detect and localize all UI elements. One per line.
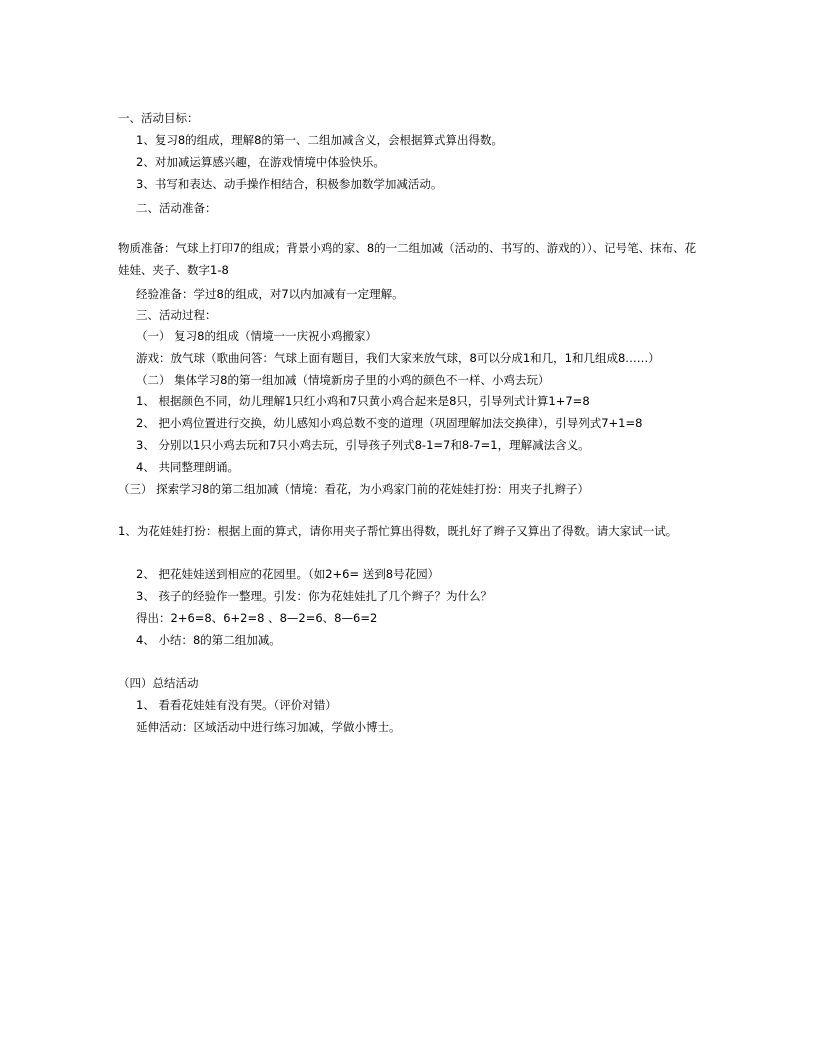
material-preparation-paragraph: 物质准备：气球上打印7的组成；背景小鸡的家、8的一二组加减（活动的、书写的、游戏的））、记号笔、抹布、花娃娃、夹子、数字1-8	[118, 241, 697, 277]
part-3-step-2: 2、 把花娃娃送到相应的花园里。（如2+6= 送到8号花园）	[136, 567, 440, 581]
process-step-3: 3、 分别以1只小鸡去玩和7只小鸡去玩，引导孩子列式8-1=7和8-7=1，理解减法含义。	[136, 438, 590, 452]
part-3-result: 得出：2+6=8、6+2=8 、8—2=6、8—6=2	[136, 611, 378, 625]
process-step-4: 4、 共同整理朗诵。	[136, 460, 239, 474]
flower-doll-paragraph: 1、为花娃娃打扮：根据上面的算式，请你用夹子帮忙算出得数，既扎好了辫子又算出了得数。请大家试一试。	[118, 524, 678, 538]
process-step-1: 1、 根据颜色不同，幼儿理解1只红小鸡和7只黄小鸡合起来是8只，引导列式计算1+7=8	[136, 394, 590, 408]
part-3-summary: 4、 小结：8的第二组加减。	[136, 633, 281, 647]
game-description: 游戏：放气球（歌曲问答：气球上面有题目，我们大家来放气球，8可以分成1和几，1和几组成8……）	[136, 351, 660, 365]
process-step-2: 2、 把小鸡位置进行交换，幼儿感知小鸡总数不变的道理（巩固理解加法交换律），引导列式7+1=8	[136, 416, 643, 430]
goal-item-2: 2、对加减运算感兴趣，在游戏情境中体验快乐。	[136, 155, 385, 169]
section-heading-goals: 一、活动目标：	[118, 111, 199, 125]
section-heading-preparation: 二、活动准备：	[136, 201, 217, 215]
goal-item-1: 1、复习8的组成，理解8的第一、二组加减含义，会根据算式算出得数。	[136, 133, 503, 147]
section-heading-process: 三、活动过程：	[136, 308, 217, 322]
process-part-2-heading: （二） 集体学习8的第一组加减（情境新房子里的小鸡的颜色不一样、小鸡去玩）	[136, 373, 550, 387]
process-part-1-heading: （一） 复习8的组成（情境一一庆祝小鸡搬家）	[136, 329, 377, 343]
process-part-3-heading: （三） 探索学习8的第二组加减（情境：看花，为小鸡家门前的花娃娃打扮：用夹子扎辫子）	[118, 482, 589, 496]
experience-preparation: 经验准备：学过8的组成，对7以内加减有一定理解。	[136, 287, 404, 301]
part-4-step-1: 1、 看看花娃娃有没有哭。（评价对错）	[136, 698, 337, 712]
process-part-4-heading: （四）总结活动	[118, 676, 199, 690]
extension-activity: 延伸活动：区域活动中进行练习加减，学做小博士。	[136, 720, 401, 734]
goal-item-3: 3、书写和表达、动手操作相结合，积极参加数学加减活动。	[136, 177, 443, 191]
part-3-step-3: 3、 孩子的经验作一整理。引发：你为花娃娃扎了几个辫子？为什么？	[136, 589, 492, 603]
